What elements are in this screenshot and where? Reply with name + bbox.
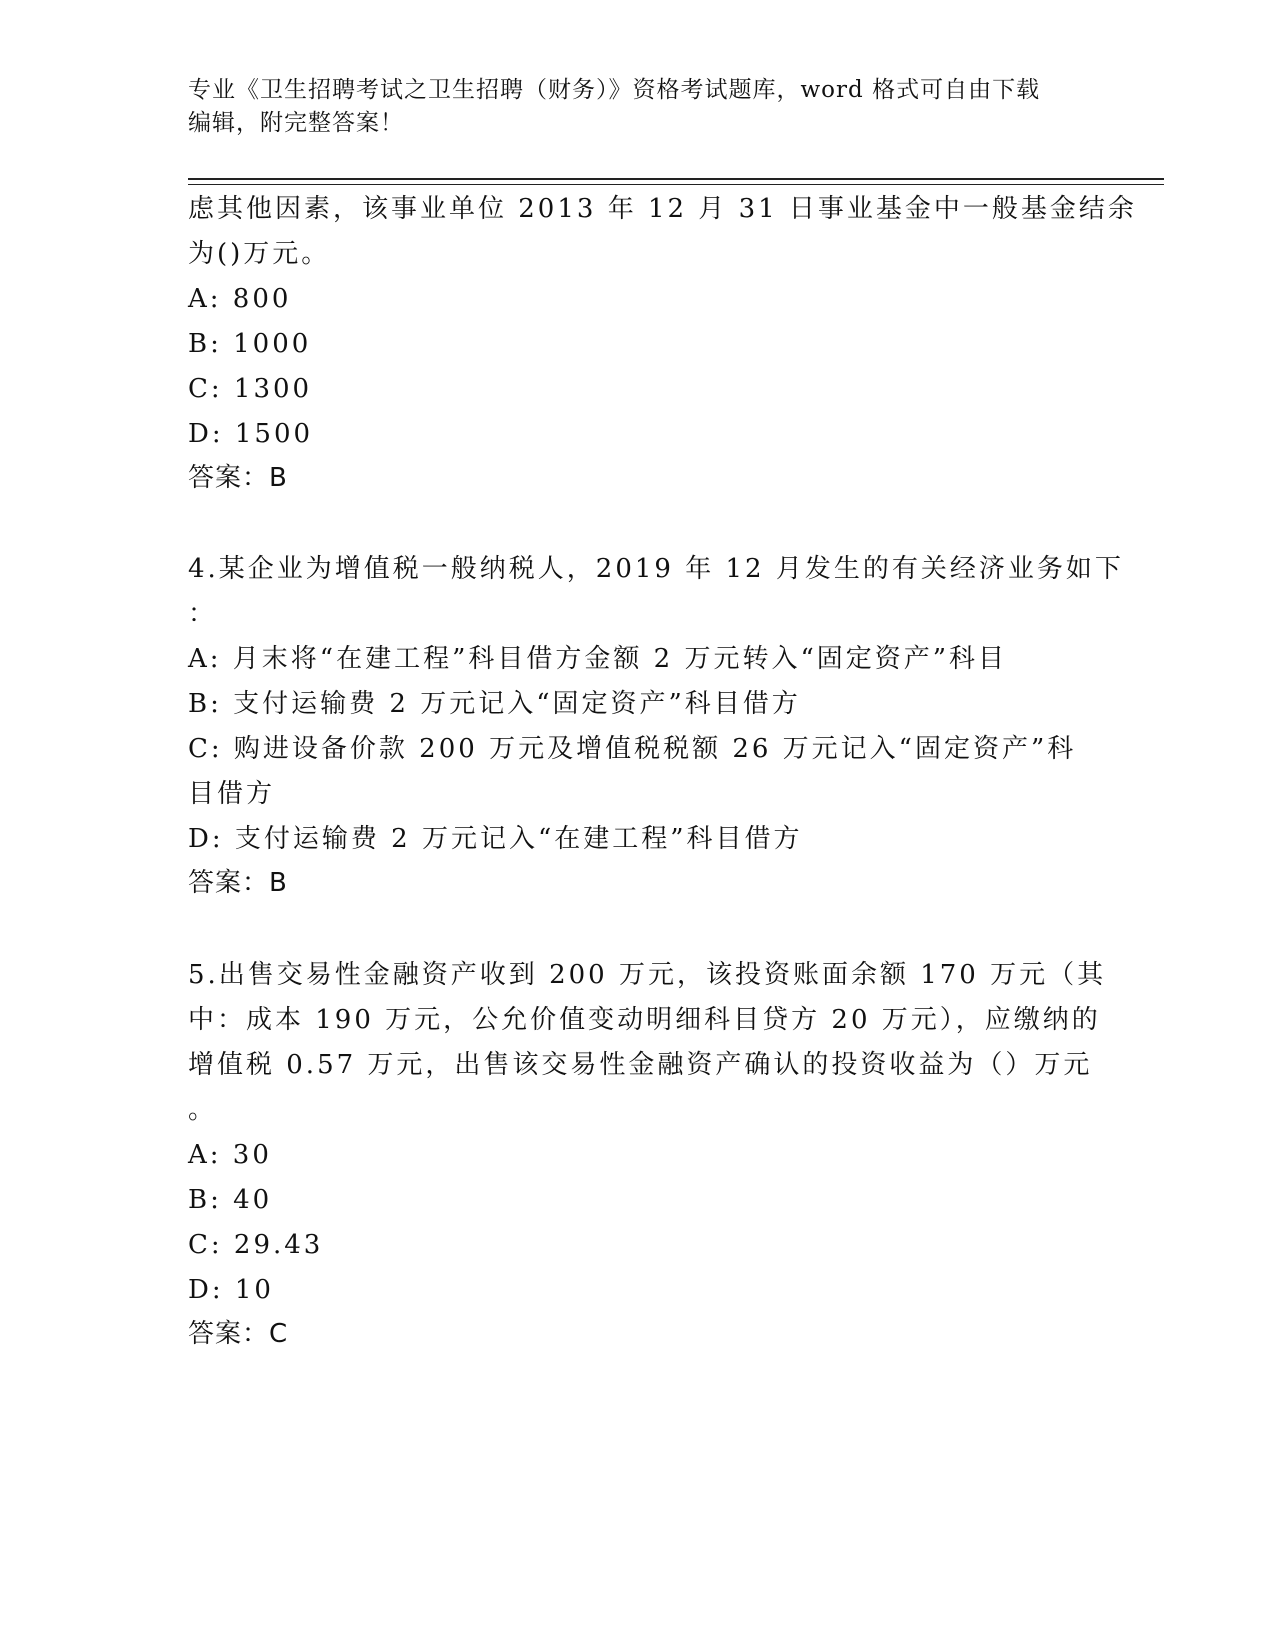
q5-option-a: A: 30 [188, 1140, 272, 1170]
q4-answer: 答案：B [188, 868, 288, 898]
q4-option-c-line-2: 目借方 [188, 779, 276, 809]
header-divider-thick [188, 178, 1164, 180]
q5-option-d: D: 10 [188, 1275, 274, 1305]
q3-option-a: A: 800 [188, 284, 292, 314]
header-line-1: 专业《卫生招聘考试之卫生招聘（财务）》资格考试题库，word 格式可自由下载 [188, 77, 1041, 103]
header-line-2: 编辑，附完整答案！ [188, 110, 404, 136]
q4-stem-line-2: ： [188, 599, 218, 629]
q5-answer: 答案：C [188, 1319, 289, 1349]
q3-option-c: C: 1300 [188, 374, 313, 404]
q3-option-b: B: 1000 [188, 329, 312, 359]
q5-stem-line-3: 增值税 0.57 万元，出售该交易性金融资产确认的投资收益为（）万元 [188, 1050, 1093, 1080]
q5-stem-line-1: 5.出售交易性金融资产收到 200 万元，该投资账面余额 170 万元（其 [188, 960, 1107, 990]
q3-stem-line-2: 为()万元。 [188, 239, 331, 269]
q3-answer: 答案：B [188, 463, 288, 493]
q4-option-a: A: 月末将“在建工程”科目借方金额 2 万元转入“固定资产”科目 [188, 644, 1008, 674]
q4-option-b: B: 支付运输费 2 万元记入“固定资产”科目借方 [188, 689, 801, 719]
q3-option-d: D: 1500 [188, 419, 314, 449]
document-header [188, 74, 1088, 140]
header-divider-thin [188, 184, 1164, 185]
q3-stem-line-1: 虑其他因素，该事业单位 2013 年 12 月 31 日事业基金中一般基金结余 [188, 194, 1137, 224]
q5-option-c: C: 29.43 [188, 1230, 324, 1260]
q5-stem-line-2: 中：成本 190 万元，公允价值变动明细科目贷方 20 万元），应缴纳的 [188, 1005, 1101, 1035]
q4-stem-line-1: 4.某企业为增值税一般纳税人，2019 年 12 月发生的有关经济业务如下 [188, 554, 1124, 584]
q4-option-d: D: 支付运输费 2 万元记入“在建工程”科目借方 [188, 824, 803, 854]
q5-stem-line-4: 。 [188, 1095, 218, 1125]
q5-option-b: B: 40 [188, 1185, 273, 1215]
q4-option-c-line-1: C: 购进设备价款 200 万元及增值税税额 26 万元记入“固定资产”科 [188, 734, 1077, 764]
